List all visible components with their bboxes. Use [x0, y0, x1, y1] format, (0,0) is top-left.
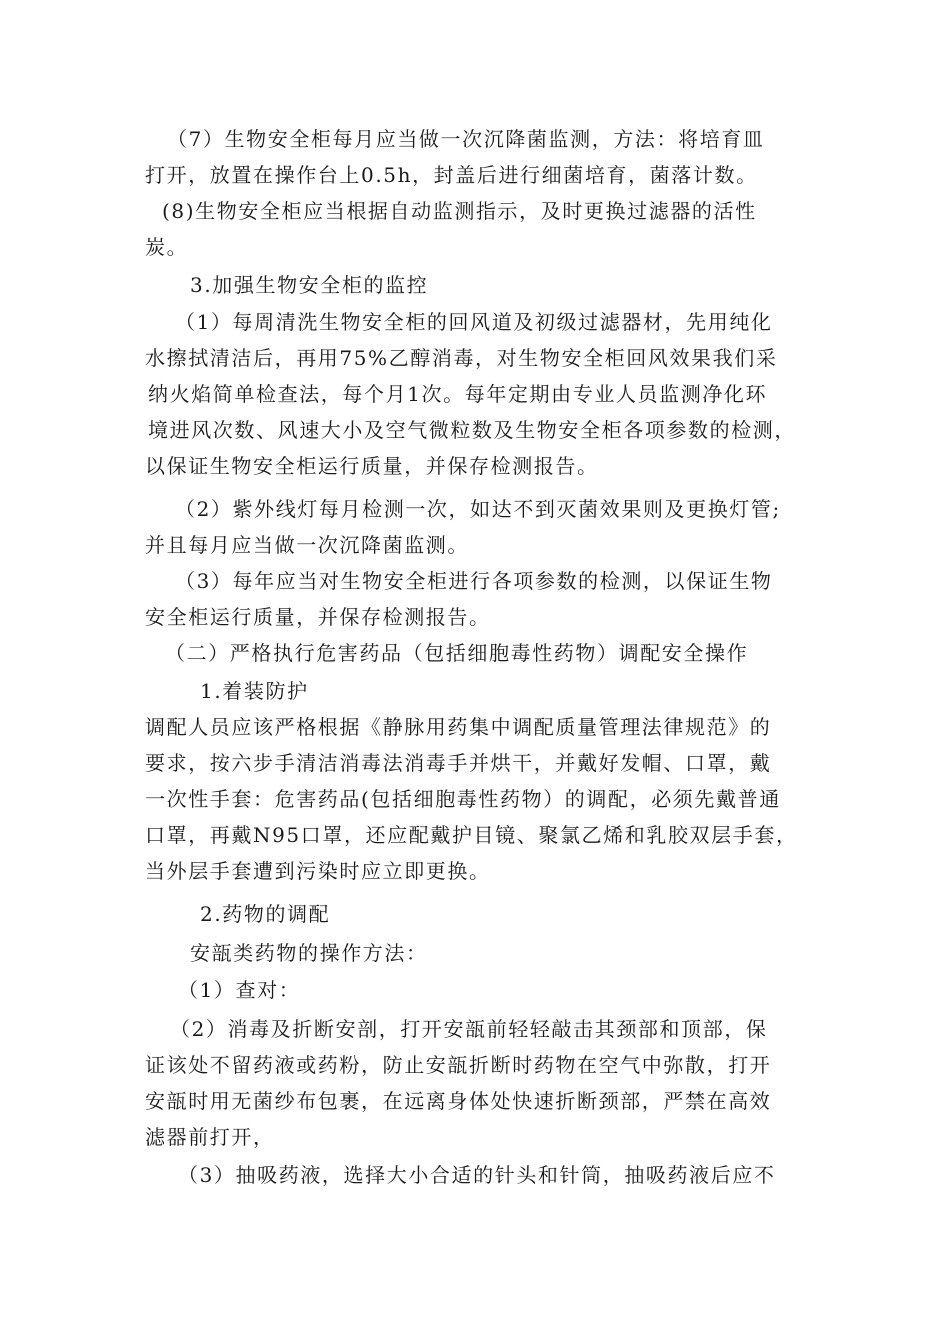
text-line: 打开，放置在操作台上0.5h，封盖后进行细菌培育，菌落计数。 [145, 163, 758, 187]
text-line: （7）生物安全柜每月应当做一次沉降菌监测，方法：将培育皿 [167, 127, 765, 151]
text-line: 调配人员应该严格根据《静脉用药集中调配质量管理法律规范》的 [145, 715, 772, 739]
text-line: 并且每月应当做一次沉降菌监测。 [145, 533, 469, 557]
text-line: （1）查对： [178, 978, 301, 1002]
text-line: （2）消毒及折断安剖，打开安瓿前轻轻敲击其颈部和顶部，保 [170, 1017, 768, 1041]
text-line: 安瓿类药物的操作方法： [190, 941, 428, 965]
text-line: (8)生物安全柜应当根据自动监测指示，及时更换过滤器的活性 [162, 199, 757, 223]
text-line: （1）每周清洗生物安全柜的回风道及初级过滤器材，先用纯化 [175, 310, 773, 334]
text-line: 纳火焰简单检查法，每个月1次。每年定期由专业人员监测净化环 [148, 382, 768, 406]
section-heading: （二）严格执行危害药品（包括细胞毒性药物）调配安全操作 [165, 641, 749, 665]
text-line: （2）紫外线灯每月检测一次，如达不到灭菌效果则及更换灯管; [175, 497, 781, 521]
text-line: 炭。 [145, 235, 189, 259]
text-line: 安瓿时用无菌纱布包裹，在远离身体处快速折断颈部，严禁在高效 [145, 1089, 772, 1113]
text-line: 要求，按六步手清洁消毒法消毒手并烘干，并戴好发帽、口罩，戴 [145, 751, 772, 775]
text-line: 一次性手套：危害药品(包括细胞毒性药物）的调配，必须先戴普通 [145, 787, 781, 811]
text-line: 安全柜运行质量，并保存检测报告。 [145, 605, 491, 629]
text-line: 水擦拭清洁后，再用75%乙醇消毒，对生物安全柜回风效果我们采 [145, 346, 778, 370]
text-line: 境进风次数、风速大小及空气微粒数及生物安全柜各项参数的检测， [148, 418, 796, 442]
text-line: 以保证生物安全柜运行质量，并保存检测报告。 [145, 454, 599, 478]
text-line: （3）每年应当对生物安全柜进行各项参数的检测，以保证生物 [175, 569, 773, 593]
text-line: 口罩，再戴N95口罩，还应配戴护目镜、聚氯乙烯和乳胶双层手套， [145, 823, 798, 847]
text-line: 当外层手套遭到污染时应立即更换。 [145, 859, 491, 883]
subsection-heading: 2.药物的调配 [200, 902, 331, 926]
text-line: 证该处不留药液或药粉，防止安瓿折断时药物在空气中弥散，打开 [145, 1053, 772, 1077]
text-line: （3）抽吸药液，选择大小合适的针头和针筒，抽吸药液后应不 [178, 1163, 776, 1187]
section-heading: 3.加强生物安全柜的监控 [190, 273, 429, 297]
text-line: 滤器前打开， [145, 1125, 275, 1149]
subsection-heading: 1.着装防护 [200, 679, 309, 703]
